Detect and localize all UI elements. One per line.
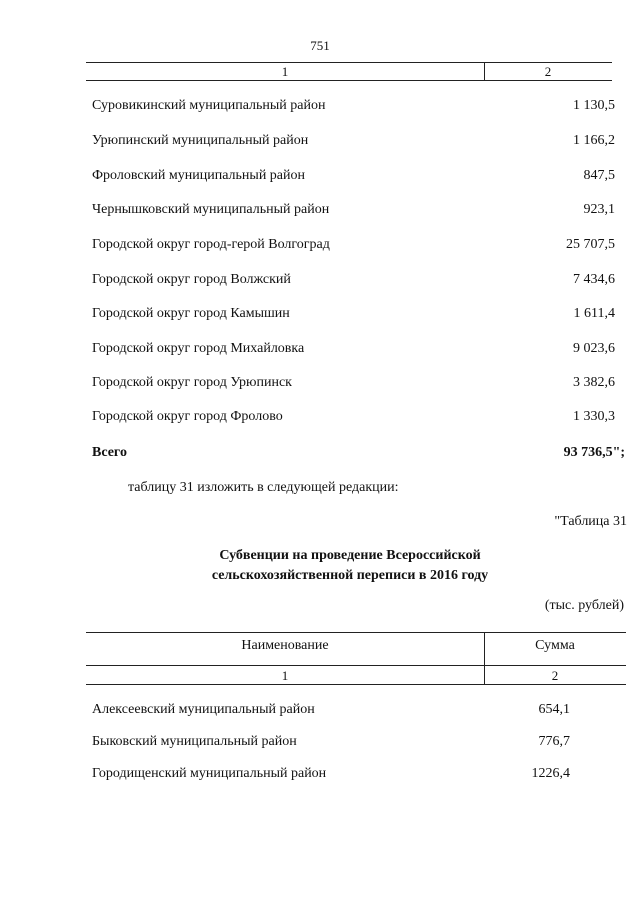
table-row-value: 847,5 xyxy=(583,168,615,183)
table-row-name: Фроловский муниципальный район xyxy=(92,168,306,183)
page-number: 751 xyxy=(310,38,330,53)
table-row-name: Городской округ город Фролово xyxy=(92,409,283,424)
table-row-value: 1 166,2 xyxy=(573,133,615,148)
table-row-value: 7 434,6 xyxy=(573,272,615,287)
table-title xyxy=(120,546,580,586)
column-number-2: 2 xyxy=(544,64,552,79)
table2-row-name: Алексеевский муниципальный район xyxy=(92,702,315,717)
table-title-line-2: сельскохозяйственной переписи в 2016 году xyxy=(211,568,489,583)
table-row-name: Городской округ город Урюпинск xyxy=(92,375,292,390)
total-label: Всего xyxy=(92,445,127,460)
table-row-name: Урюпинский муниципальный район xyxy=(92,133,309,148)
header-name: Наименование xyxy=(241,638,329,653)
table-header-bottom-rule xyxy=(86,80,612,81)
table-row-name: Городской округ город-герой Волгоград xyxy=(92,237,330,252)
table-label: "Таблица 31 xyxy=(554,514,627,529)
table-top-rule xyxy=(86,62,612,63)
table-row-name: Городской округ город Михайловка xyxy=(92,341,305,356)
table-row-value: 1 330,3 xyxy=(573,409,615,424)
table2-row-value: 1226,4 xyxy=(531,766,570,781)
table-row-name: Городской округ город Волжский xyxy=(92,272,291,287)
table2-column-number-2: 2 xyxy=(551,668,559,683)
instruction-paragraph: таблицу 31 изложить в следующей редакции: xyxy=(128,480,399,495)
table-row-name: Суровикинский муниципальный район xyxy=(92,98,326,113)
table2-colnum-rule xyxy=(86,684,626,685)
table2-row-value: 654,1 xyxy=(538,702,570,717)
table-row-value: 3 382,6 xyxy=(573,375,615,390)
table-title-line-1: Субвенции на проведение Всероссийской xyxy=(219,548,481,563)
table-row-value: 1 611,4 xyxy=(573,306,615,321)
table2-row-name: Городищенский муниципальный район xyxy=(92,766,327,781)
table2-row-value: 776,7 xyxy=(538,734,570,749)
table-row-name: Городской округ город Камышин xyxy=(92,306,290,321)
table2-header-rule xyxy=(86,665,626,666)
table-row-value: 9 023,6 xyxy=(573,341,615,356)
units-label: (тыс. рублей) xyxy=(544,598,624,613)
table-row-value: 25 707,5 xyxy=(566,237,615,252)
table2-top-rule xyxy=(86,632,626,633)
table2-row-name: Быковский муниципальный район xyxy=(92,734,297,749)
total-value: 93 736,5"; xyxy=(563,445,625,460)
table-row-value: 1 130,5 xyxy=(573,98,615,113)
column-number-1: 1 xyxy=(281,64,289,79)
table-row-value: 923,1 xyxy=(583,202,615,217)
header-amount: Сумма xyxy=(535,638,575,653)
table-row-name: Чернышковский муниципальный район xyxy=(92,202,330,217)
table2-column-number-1: 1 xyxy=(281,668,289,683)
